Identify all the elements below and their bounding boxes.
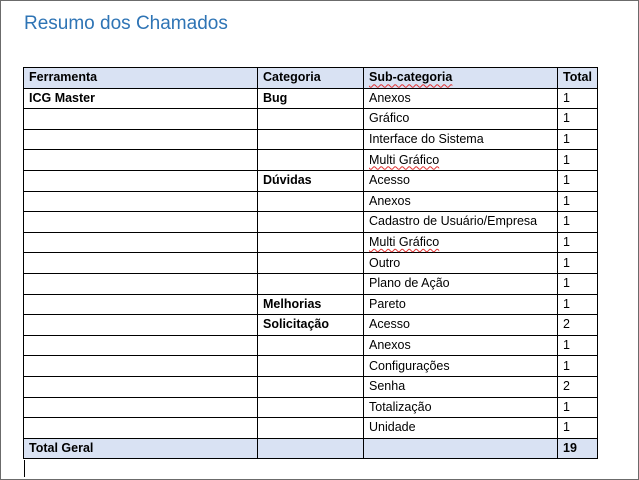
- cell-subcategoria: Acesso: [364, 170, 558, 191]
- cell-categoria: [258, 397, 364, 418]
- header-subcategoria-text: Sub-categoria: [369, 70, 453, 85]
- cell-subcategoria: Anexos: [364, 191, 558, 212]
- table-row: [24, 418, 598, 439]
- text-cursor: [24, 460, 25, 477]
- cell-categoria: [258, 253, 364, 274]
- cell-categoria: [258, 356, 364, 377]
- cell-ferramenta: [24, 356, 258, 377]
- footer-empty-cell: [258, 438, 364, 459]
- cell-categoria: [258, 150, 364, 171]
- table-row: [24, 356, 598, 377]
- cell-subcategoria: Configurações: [364, 356, 558, 377]
- cell-categoria: Solicitação: [258, 315, 364, 336]
- cell-ferramenta: [24, 109, 258, 130]
- table-row: [24, 212, 598, 233]
- cell-ferramenta: [24, 418, 258, 439]
- cell-subcategoria: Anexos: [364, 335, 558, 356]
- cell-total: 1: [558, 109, 598, 130]
- table-row: [24, 376, 598, 397]
- table-row: [24, 150, 598, 171]
- cell-subcategoria: Anexos: [364, 88, 558, 109]
- cell-ferramenta: [24, 212, 258, 233]
- cell-ferramenta: [24, 129, 258, 150]
- cell-subcategoria: Interface do Sistema: [364, 129, 558, 150]
- cell-categoria: Bug: [258, 88, 364, 109]
- cell-categoria: [258, 109, 364, 130]
- table-row: [24, 88, 598, 109]
- cell-total: 1: [558, 418, 598, 439]
- cell-total: 1: [558, 129, 598, 150]
- cell-ferramenta: [24, 170, 258, 191]
- cell-subcategoria: [364, 232, 558, 253]
- cell-categoria: [258, 335, 364, 356]
- cell-total: 1: [558, 88, 598, 109]
- cell-total: 2: [558, 376, 598, 397]
- cell-total: 1: [558, 212, 598, 233]
- cell-ferramenta: [24, 294, 258, 315]
- cell-total: 1: [558, 253, 598, 274]
- cell-subcategoria: Acesso: [364, 315, 558, 336]
- cell-ferramenta: [24, 376, 258, 397]
- cell-categoria: [258, 273, 364, 294]
- cell-subcategoria: Pareto: [364, 294, 558, 315]
- cell-ferramenta: [24, 273, 258, 294]
- cell-total: 1: [558, 294, 598, 315]
- cell-ferramenta: [24, 150, 258, 171]
- cell-total: 1: [558, 335, 598, 356]
- cell-categoria: [258, 418, 364, 439]
- cell-ferramenta: [24, 232, 258, 253]
- table-row: [24, 315, 598, 336]
- cell-subcategoria: Gráfico: [364, 109, 558, 130]
- cell-subcategoria-text: Multi Gráfico: [369, 152, 440, 167]
- cell-categoria: Dúvidas: [258, 170, 364, 191]
- cell-subcategoria: Cadastro de Usuário/Empresa: [364, 212, 558, 233]
- cell-categoria: [258, 129, 364, 150]
- footer-total: 19: [558, 438, 598, 459]
- cell-ferramenta: [24, 397, 258, 418]
- cell-categoria: Melhorias: [258, 294, 364, 315]
- table-row: [24, 191, 598, 212]
- cell-categoria: [258, 191, 364, 212]
- cell-total: 1: [558, 232, 598, 253]
- cell-total: 1: [558, 273, 598, 294]
- cell-subcategoria-text: Multi Gráfico: [369, 235, 440, 250]
- table-footer-row: [24, 438, 598, 459]
- header-subcategoria: [364, 68, 558, 89]
- cell-ferramenta: [24, 315, 258, 336]
- cell-total: 1: [558, 356, 598, 377]
- table-row: [24, 397, 598, 418]
- cell-subcategoria: Senha: [364, 376, 558, 397]
- cell-subcategoria: Totalização: [364, 397, 558, 418]
- table-row: [24, 170, 598, 191]
- cell-ferramenta: ICG Master: [24, 88, 258, 109]
- summary-table: [23, 67, 598, 459]
- table-row: [24, 273, 598, 294]
- cell-ferramenta: [24, 253, 258, 274]
- table-row: [24, 253, 598, 274]
- cell-subcategoria: Plano de Ação: [364, 273, 558, 294]
- cell-total: 1: [558, 150, 598, 171]
- cell-categoria: [258, 376, 364, 397]
- cell-subcategoria: Outro: [364, 253, 558, 274]
- cell-ferramenta: [24, 335, 258, 356]
- header-categoria: Categoria: [258, 68, 364, 89]
- table-row: [24, 335, 598, 356]
- cell-total: 1: [558, 170, 598, 191]
- document-heading: Resumo dos Chamados: [24, 13, 228, 34]
- footer-label: Total Geral: [24, 438, 258, 459]
- cell-categoria: [258, 212, 364, 233]
- header-total: Total: [558, 68, 598, 89]
- cell-subcategoria: [364, 150, 558, 171]
- table-row: [24, 232, 598, 253]
- table-row: [24, 109, 598, 130]
- table-header-row: [24, 68, 598, 89]
- cell-total: 1: [558, 191, 598, 212]
- cell-subcategoria: Unidade: [364, 418, 558, 439]
- cell-total: 1: [558, 397, 598, 418]
- footer-empty-cell: [364, 438, 558, 459]
- table-row: [24, 129, 598, 150]
- header-ferramenta: Ferramenta: [24, 68, 258, 89]
- cell-categoria: [258, 232, 364, 253]
- cell-total: 2: [558, 315, 598, 336]
- table-row: [24, 294, 598, 315]
- cell-ferramenta: [24, 191, 258, 212]
